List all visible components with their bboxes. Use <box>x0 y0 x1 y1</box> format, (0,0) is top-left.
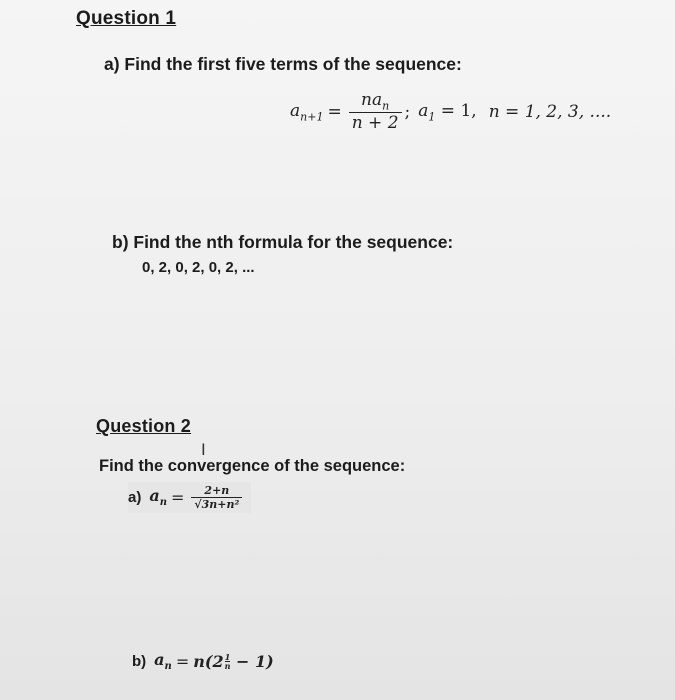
formula-fraction: $\frac{na_n}{n + 2}$ <box>349 90 402 133</box>
question-2-title: Question 2 <box>96 416 192 436</box>
q2a-fraction: $\frac{2+n}{\text{√3n+n²}}$ <box>191 484 242 511</box>
q2-part-a-label: a) <box>128 489 142 506</box>
q1-part-a-label: a) Find the first five terms of the sequence: <box>104 54 462 74</box>
q2-instruction: Find the convergence of the sequence: <box>99 457 406 475</box>
question-1-title: Question 1 <box>76 8 177 29</box>
q1-part-b-sequence: 0, 2, 0, 2, 0, 2, ... <box>142 259 255 276</box>
q2b-exponent: $\frac{1}{n}$ <box>224 652 231 672</box>
text-cursor-icon: I <box>201 440 206 459</box>
q2-part-b-formula <box>132 650 274 672</box>
formula-initial-condition: $a_1 = 1$, <box>418 100 477 123</box>
q2-part-b-label: b) <box>132 652 147 670</box>
formula-equals: = <box>327 101 342 122</box>
q2b-expression: n(2 $\frac{1}{n}$ − 1) <box>193 651 274 672</box>
q1-part-b-label: b) Find the nth formula for the sequence: <box>112 232 454 252</box>
q2b-equals: = <box>175 651 190 671</box>
q2a-lhs: $a_n$ <box>149 486 167 509</box>
q2b-lhs: $a_n$ <box>154 650 172 673</box>
formula-semicolon: ; <box>404 101 411 122</box>
q1-recurrence-formula <box>290 90 611 133</box>
q2-part-a-formula <box>128 482 251 513</box>
formula-lhs: $a_{n+1}$ <box>290 100 324 123</box>
q2a-equals: = <box>171 488 185 507</box>
formula-n-range: n = 1, 2, 3, .... <box>488 101 612 122</box>
